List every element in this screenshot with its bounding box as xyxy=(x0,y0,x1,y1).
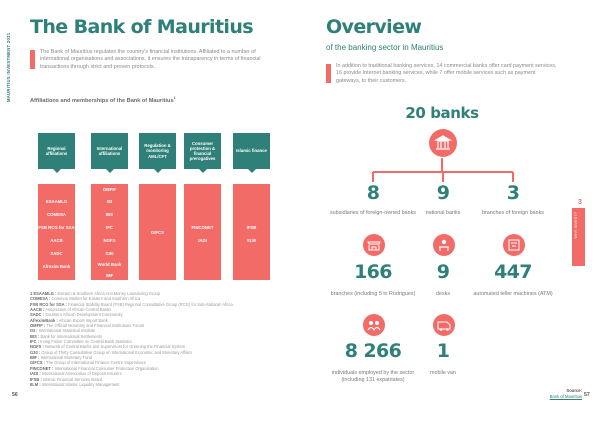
overview-intro-text: In addition to traditional banking services, 14 commercial banks offer card payment services, 16 provide Internet banking services, while 7 offer mobile services such as payment gateways, to their customers. xyxy=(336,63,557,84)
abbreviation-row: NGFS : Network of Central Banks and Supervisors for Greening the Financial System xyxy=(30,344,186,350)
list-item: FINCONET xyxy=(191,225,214,230)
list-item: BIS xyxy=(105,212,114,217)
list-item: IILM xyxy=(247,238,256,243)
list-item: OMFIF xyxy=(102,187,117,192)
abbreviation-row: IADI : International Association of Deposit Insurers xyxy=(30,371,122,377)
side-label: MAURITIUS INVESTMENT 2021 xyxy=(6,32,11,102)
page-title: The Bank of Mauritius xyxy=(30,16,253,38)
list-item: IADI xyxy=(198,238,207,243)
abbreviation-row: GIFCS : The Group of International Finance Centre Supervisors xyxy=(30,360,146,366)
abbreviation-row: G30 : Group of Thirty Consultative Group on International Economic and Monetary Affairs xyxy=(30,349,192,355)
column-header-international: International affiliations xyxy=(91,133,128,169)
page-number-right: 57 xyxy=(584,392,590,398)
stat-value: 9 xyxy=(436,261,450,283)
stat-value: 8 xyxy=(366,182,380,204)
stat-value: 1 xyxy=(436,340,450,362)
list-item: IFC xyxy=(106,225,113,230)
stat-label: branches of foreign banks xyxy=(481,210,545,216)
list-item: NGFS xyxy=(103,238,116,243)
abbreviation-row: IMF : International Monetary Fund xyxy=(30,355,92,361)
abbreviation-row: OMFIF : The Official Monetary and Financial Institutions Forum xyxy=(30,323,145,329)
abbreviation-row: IFC : Irving Fisher Committee on Central Bank Statistics xyxy=(30,339,132,345)
abbreviation-row: COMESA : Common Market for Eastern and Southern Africa xyxy=(30,296,140,302)
list-item: FSB RCG for SSA xyxy=(38,225,75,230)
overview-subtitle: of the banking sector in Mauritius xyxy=(326,43,444,52)
abbreviation-row: SADC : Southern African Development Community xyxy=(30,312,123,318)
stat-value: 9 xyxy=(436,182,450,204)
page-number-left: 56 xyxy=(12,392,18,398)
people-icon xyxy=(363,314,385,336)
list-item: ISI xyxy=(106,199,113,204)
side-tab-number: 3 xyxy=(578,199,582,206)
source-link[interactable]: Bank of Mauritius xyxy=(549,393,582,399)
side-tab-label: WHY INVEST? xyxy=(574,212,578,239)
stat-value: 447 xyxy=(494,261,532,283)
list-item: G30 xyxy=(105,251,114,256)
stat-label: individuals employed by the sector (including 131 expatriates) xyxy=(331,370,415,383)
column-header-regulation: Regulation & monitoring AML/CFT xyxy=(139,133,176,169)
abbreviation-row: AfreximBank : African Export-Import Bank xyxy=(30,317,108,323)
side-tab[interactable] xyxy=(572,208,585,266)
stat-value: 8 266 xyxy=(344,340,402,362)
list-item: World Bank xyxy=(97,262,122,267)
overview-title: Overview xyxy=(326,16,422,38)
list-item: ESAAMLG xyxy=(45,199,68,204)
stat-value: 3 xyxy=(506,182,520,204)
total-banks: 20 banks xyxy=(405,104,479,122)
stat-label: desks xyxy=(435,291,451,297)
abbreviation-row: BIS : Bank for International Settlements xyxy=(30,333,103,339)
abbreviation-row: AACB : Association of African Central Banks xyxy=(30,307,112,313)
abbreviation-row: IFSB : Islamic Financial Services Board xyxy=(30,376,103,382)
list-item: AACB xyxy=(50,238,63,243)
list-item: IFSB xyxy=(246,225,257,230)
column-header-islamic: Islamic finance xyxy=(233,133,270,169)
abbreviation-row: ISI : International Statistical Institute xyxy=(30,328,96,334)
atm-icon xyxy=(503,234,525,256)
bank-icon xyxy=(429,129,457,157)
list-item: GIFCS xyxy=(150,230,165,235)
abbreviation-row: 1 ESAAMLG : Eastern & Southern Africa Anti Money Laundering Group xyxy=(30,291,161,296)
stat-label: subsidiaries of foreign-owned banks xyxy=(329,210,416,216)
source-note xyxy=(540,388,582,399)
stat-label: branches (including 5 in Rodrigues) xyxy=(330,291,416,297)
abbreviation-row: FINCONET : International Financial Consumer Protection Organisation xyxy=(30,365,159,371)
desk-icon xyxy=(433,234,455,256)
list-item: IMF xyxy=(105,273,114,278)
column-header-consumer: Consumer protection & financial prerogatives xyxy=(184,133,221,169)
intro-text: The Bank of Mauritius regulates the country's financial institutions. Affiliated to a number of international organisations and associations, it ensures the transparency in terms of financial transactions through strict and proven protocols. xyxy=(40,49,261,70)
list-item: SADC xyxy=(50,251,63,256)
stat-label: national banks xyxy=(425,210,461,216)
affiliations-title: Affiliations and memberships of the Bank of Mauritius$^1$ xyxy=(30,96,176,104)
stat-label: automated teller machines (ATM) xyxy=(473,291,553,297)
list-item: COMESA xyxy=(47,212,66,217)
van-icon xyxy=(433,314,455,336)
abbreviation-row: FSB RCG for SSA : Financial Stability Board (FSB) Regional Consultative Group (RCG) for Sub-Saharan Africa xyxy=(30,301,233,307)
source-label: Source: xyxy=(566,388,582,393)
storefront-icon xyxy=(363,234,385,256)
stat-value: 166 xyxy=(354,261,392,283)
list-item: Afrexim Bank xyxy=(42,264,71,269)
abbreviation-row: IILM : International Islamic Liquidity Management xyxy=(30,381,120,387)
column-header-regional: Regional affiliations xyxy=(38,133,75,169)
stat-label: mobile van xyxy=(429,370,457,376)
